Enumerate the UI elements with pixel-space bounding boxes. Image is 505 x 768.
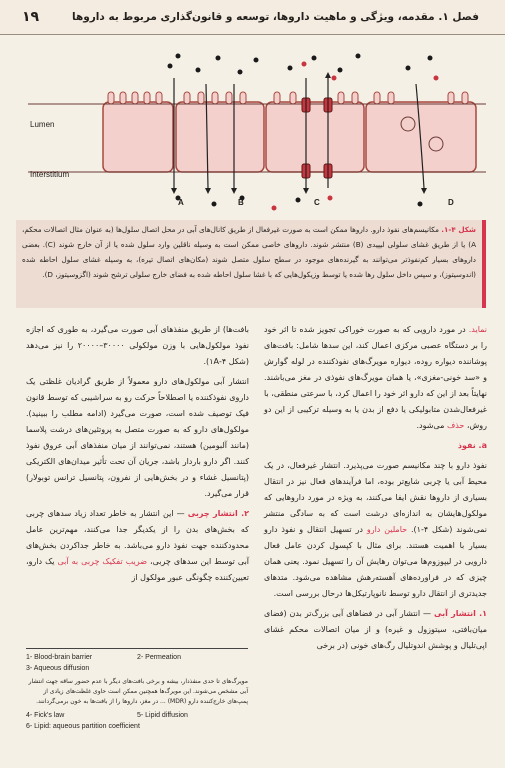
footnote-note: مویرگ‌های تا حدی منفذدار، بیشه و برخی بافت‌های دیگر با عدم حضور ساقه جهت انتشار آبی مشخص می‌شوند. این مویرگ‌ها همچنین ممکن است حاوی غلظت‌های زیادی از پمپ‌های خارج‌کننده دارو (MDR) ... در مغز، داروها را از بافت‌ها به خون برمی‌گردانند. bbox=[28, 678, 248, 705]
figure-caption bbox=[16, 220, 486, 308]
footnote: 1- Blood-brain barrier bbox=[26, 654, 93, 661]
lumen-label: Lumen bbox=[30, 120, 55, 129]
section-heading-1: ۱. انتشار آبی bbox=[434, 609, 488, 618]
paragraph: بافت‌ها) از طریق منفذهای آبی صورت می‌گیرد، به طوری که اجازه نفوذ مولکول‌هایی با وزن مولکولی ۳۰۰۰۰–۲۰۰۰۰ را نیز می‌دهد (شکل ۴-۱A). bbox=[26, 325, 250, 366]
interstitium-label: Interstitium bbox=[30, 170, 70, 179]
caption-title: شکل ۴-۱. bbox=[441, 225, 476, 234]
caption-text: مکانیسم‌های نفوذ دارو. داروها ممکن است به صورت غیرفعال از طریق کانال‌های آبی در محل اتصال سلول‌ها (به عنوان مثال اتصالات محکم، A) یا از طریق غشای سلولی لیپیدی (B) منتشر شوند. داروهای خاصی ممکن است به وسیله ناقلین وارد سلول شده یا از آن خارج شوند (C). بعضی داروهای بسیار کم‌نفوذتر می‌توانند به گیرنده‌های موجود در سطح سلول متصل شوند (مکان‌های اتصال تیره)، به وسیله غشای سلول احاطه شده (اندوسیتوز)، و سپس داخل سلول رها شده یا توسط وزیکول‌هایی که با غشا سلول احاطه شده به فضای خارج سلولی ترشح شوند (اگزوسیتوز، D). bbox=[22, 225, 476, 279]
panel-b-label: B bbox=[238, 198, 244, 207]
cell-3 bbox=[266, 102, 364, 172]
figure-drug-permeation bbox=[28, 48, 486, 216]
section-heading-2: ۲. انتشار چربی bbox=[187, 509, 250, 518]
footnotes bbox=[26, 648, 248, 732]
paragraph: نفوذ دارو با چند مکانیسم صورت می‌پذیرد. انتشار غیرفعال، در یک محیط آبی یا چربی شایع‌تر بوده، اما فرآیندهای فعال نیز در انتقال بسیاری از داروها نقش ایفا می‌کنند، به ویژه در مورد داروهایی که مولکول‌هایشان به اندازه‌ای درشت است که به سادگی منتشر نمی‌شوند (شکل ۴-۱). حاملین دارو در تسهیل انتقال و نفوذ دارو بسیار با اهمیت هستند. برای مثال با کپسول کردن عامل فعال دارویی در لیپوزوم‌ها می‌توان رهایش آن را تسهیل نمود. یعنی همان چیزی که در فراورده‌های آهسته‌رهش مشاهده می‌شود. متدهای جدیدتری از انتقال دارو توسط نانوپارتیکل‌ها درحال بررسی است. bbox=[264, 461, 488, 598]
footnote: 6- Lipid: aqueous partition coefficient bbox=[26, 723, 140, 730]
panel-d-label: D bbox=[448, 198, 454, 207]
section-heading-a: a. نفوذ bbox=[457, 441, 487, 450]
figure-svg bbox=[28, 48, 486, 216]
chapter-title: فصل ۱. مقدمه، ویژگی و ماهیت داروها، توسعه و قانون‌گذاری مربوط به داروها bbox=[72, 11, 479, 23]
paragraph: انتشار آبی مولکول‌های دارو معمولاً از طریق گرادیان غلظتی یک داروی نفوذکننده یا اصطلاحاً حرکت رو به سراشیبی که توسط قانون فیک توصیف شده است، صورت می‌گیرد (ادامه مطلب را ببینید). مولکول‌های دارو که به صورت متصل به پروتئین‌های درشت پلاسما (مانند آلبومین) هستند، نمی‌توانند از میان منفذهای آبی عروق نفوذ کنند. اگر دارو باردار باشد، جریان آن تحت تأثیر میدان‌های الکتریکی (پتانسیل غشاء و در بخش‌هایی از نفرون، پتانسیل ترانس توبولار) قرار می‌گیرد. bbox=[26, 377, 249, 498]
paragraph: نماید. در مورد دارویی که به صورت خوراکی تجویز شده تا اثر خود را بر دستگاه عصبی مرکزی اعمال کند، این سدها شامل: بافت‌های پوشاننده دیواره روده، دیواره مویرگ‌های نفوذکننده در لوله گوارش و «سد خونی-مغزی»، یا همان مویرگ‌های نفوذی در مغز می‌باشند. نهایتاً بعد از این که دارو اثر خود را اعمال کرد، با سرعتی منطقی، با غیرفعال‌شدن متابولیکی یا دفع از بدن یا به وسیله ترکیبی از این دو روش، حذف می‌شود. bbox=[264, 325, 487, 430]
footnote: 2- Permeation bbox=[137, 654, 181, 661]
footnote: 5- Lipid diffusion bbox=[137, 712, 188, 719]
cell-4 bbox=[366, 102, 476, 172]
footnote: 4- Fick's law bbox=[26, 712, 65, 719]
paragraph: ۲. انتشار چربی — این انتشار به خاطر تعداد زیاد سدهای چربی که بخش‌های بدن را از یکدیگر جدا می‌کنند، مهم‌ترین عامل محدودکننده جهت نفوذ دارو می‌باشد. به خاطر جداکردن بخش‌های آبی توسط این سدهای چربی، ضریب تفکیک چربی به آبی یک دارو، تعیین‌کننده چگونگی عبور مولکول از bbox=[26, 509, 250, 582]
right-column bbox=[264, 322, 487, 658]
footnote: 3- Aqueous diffusion bbox=[26, 665, 90, 672]
cell-2 bbox=[176, 102, 264, 172]
paragraph: ۱. انتشار آبی — انتشار آبی در فضاهای آبی بزرگ‌تر بدن (فضای میان‌بافتی، سیتوزول و غیره) و از میان اتصالات محکم غشای اپی‌تلیال و پوشش اندوتلیال رگ‌های خونی (در برخی bbox=[264, 609, 488, 650]
page-number: ۱۹ bbox=[22, 9, 40, 25]
panel-a-label: A bbox=[178, 198, 184, 207]
page-header bbox=[0, 0, 505, 35]
cell-1 bbox=[103, 102, 173, 172]
left-column bbox=[26, 322, 249, 590]
panel-c-label: C bbox=[314, 198, 320, 207]
